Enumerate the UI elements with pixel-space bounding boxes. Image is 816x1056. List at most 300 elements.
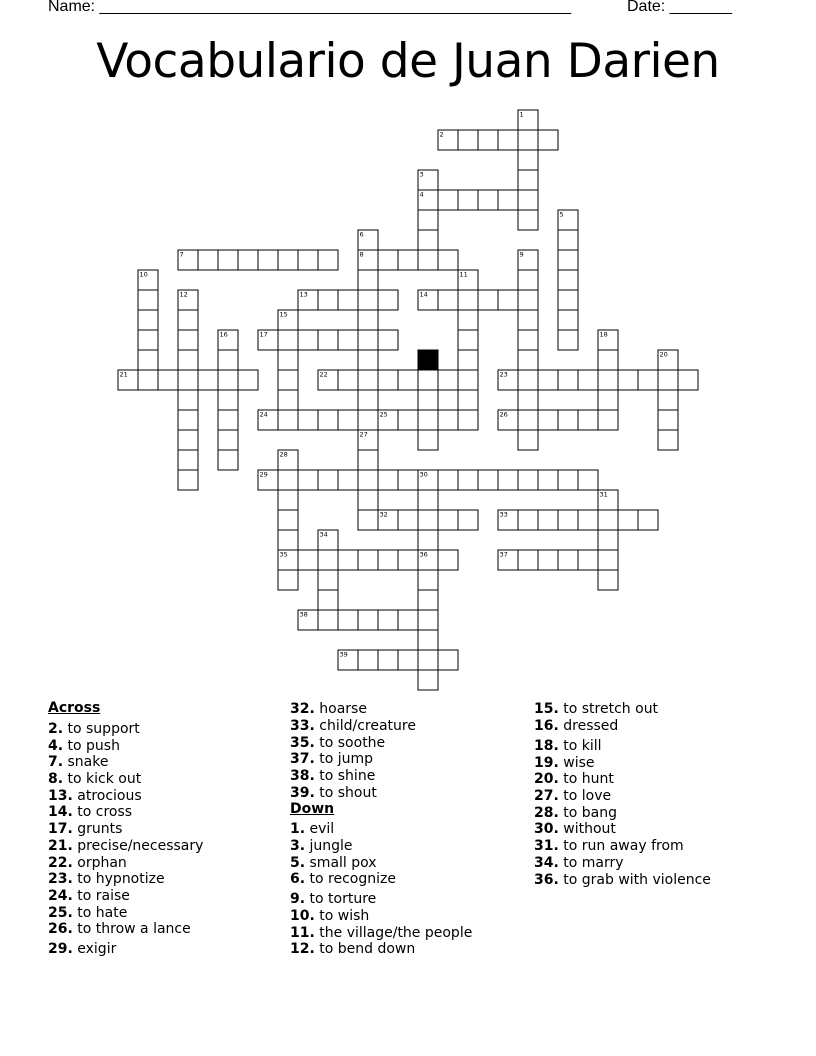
grid-cell[interactable] [558,310,578,330]
clue-number: 22 [319,370,328,379]
grid-cell[interactable] [278,350,298,370]
clue-number: 31 [599,490,608,499]
clue-item-text: jungle [305,838,353,854]
grid-cell[interactable] [318,250,338,270]
clue-item [290,941,415,958]
grid-cell[interactable] [398,410,418,430]
grid-cell[interactable] [498,290,518,310]
grid-cell[interactable] [218,390,238,410]
grid-cell[interactable] [518,170,538,190]
clue-number: 38 [299,610,308,619]
grid-cell[interactable] [358,650,378,670]
grid-cell[interactable] [138,370,158,390]
grid-cell[interactable] [278,530,298,550]
clue-item [48,871,165,888]
grid-cell[interactable] [558,470,578,490]
grid-cell[interactable] [558,370,578,390]
clue-item [534,872,711,889]
clue-item-number: 24. [48,888,73,904]
clue-item-number: 9. [290,891,306,907]
clue-item-number: 14. [48,804,73,820]
clue-item-text: to shout [314,785,377,801]
clue-number: 25 [379,410,388,419]
clue-number: 9 [519,250,524,259]
clue-item [534,771,614,788]
clue-item [290,908,369,925]
grid-cell[interactable] [358,310,378,330]
grid-cell[interactable] [458,290,478,310]
clue-number: 6 [359,230,364,239]
grid-cell[interactable] [438,510,458,530]
clue-item-text: without [558,821,616,837]
grid-cell[interactable] [318,550,338,570]
grid-cell[interactable] [138,330,158,350]
clue-number: 23 [499,370,508,379]
clue-item [48,804,132,821]
grid-cell[interactable] [358,510,378,530]
grid-cell[interactable] [298,410,318,430]
grid-cell[interactable] [598,550,618,570]
clue-item [290,925,472,942]
grid-cell[interactable] [438,550,458,570]
grid-cell[interactable] [358,550,378,570]
grid-cell[interactable] [518,550,538,570]
grid-cell[interactable] [458,410,478,430]
clue-item-number: 6. [290,871,306,887]
grid-cell[interactable] [398,510,418,530]
grid-cell[interactable] [418,650,438,670]
grid-cell[interactable] [378,370,398,390]
grid-cell[interactable] [218,410,238,430]
grid-cell[interactable] [498,470,518,490]
grid-cell[interactable] [558,290,578,310]
grid-cell[interactable] [638,370,658,390]
grid-cell[interactable] [358,270,378,290]
grid-cell[interactable] [138,350,158,370]
grid-cell[interactable] [518,430,538,450]
clue-item-text: to kill [558,738,602,754]
clue-item [534,738,602,755]
clue-item-text: to run away from [558,838,684,854]
grid-cell[interactable] [578,370,598,390]
grid-cell[interactable] [418,370,438,390]
grid-cell[interactable] [358,330,378,350]
grid-cell[interactable] [338,610,358,630]
clue-item [534,821,616,838]
clue-item-text: exigir [72,941,117,957]
grid-cell[interactable] [358,450,378,470]
grid-cell[interactable] [238,370,258,390]
grid-cell[interactable] [438,250,458,270]
grid-cell[interactable] [378,250,398,270]
clue-item-number: 30. [534,821,559,837]
clue-item-text: to jump [314,751,374,767]
grid-cell[interactable] [358,490,378,510]
grid-cell[interactable] [178,450,198,470]
grid-cell[interactable] [278,330,298,350]
clue-item-text: the village/the people [314,925,473,941]
grid-cell[interactable] [418,630,438,650]
clue-number: 17 [259,330,268,339]
grid-cell[interactable] [618,370,638,390]
clue-item-number: 17. [48,821,73,837]
grid-cell[interactable] [198,250,218,270]
grid-cell[interactable] [178,470,198,490]
clue-item [534,838,684,855]
clue-item [48,754,108,771]
grid-cell[interactable] [558,270,578,290]
grid-cell[interactable] [418,210,438,230]
clue-number: 14 [419,290,428,299]
grid-cell[interactable] [418,390,438,410]
grid-cell[interactable] [458,350,478,370]
clue-item [48,905,127,922]
grid-cell[interactable] [278,250,298,270]
grid-cell[interactable] [538,510,558,530]
clue-item-text: to hunt [558,771,614,787]
grid-cell[interactable] [538,470,558,490]
clue-item-text: evil [305,821,335,837]
grid-cell[interactable] [338,550,358,570]
grid-cell[interactable] [418,530,438,550]
grid-cell[interactable] [258,250,278,270]
grid-cell[interactable] [318,410,338,430]
clue-item [48,888,130,905]
clue-item [48,921,191,938]
grid-cell[interactable] [558,230,578,250]
grid-cell[interactable] [518,410,538,430]
clue-item [290,768,375,785]
grid-cell[interactable] [478,470,498,490]
clue-number: 30 [419,470,428,479]
clue-item-number: 34. [534,855,559,871]
page-title: Vocabulario de Juan Darien [96,34,720,89]
grid-cell[interactable] [418,230,438,250]
clue-item-text: child/creature [314,718,416,734]
grid-cell[interactable] [498,130,518,150]
grid-cell[interactable] [438,650,458,670]
clue-item [290,751,373,768]
grid-cell[interactable] [638,510,658,530]
grid-cell[interactable] [278,510,298,530]
grid-cell[interactable] [358,470,378,490]
grid-cell[interactable] [578,470,598,490]
grid-cell[interactable] [458,310,478,330]
grid-cell[interactable] [578,410,598,430]
grid-cell[interactable] [518,130,538,150]
clue-item [290,718,416,735]
grid-cell[interactable] [278,390,298,410]
grid-cell[interactable] [458,510,478,530]
grid-cell[interactable] [538,550,558,570]
grid-cell[interactable] [418,410,438,430]
grid-cell[interactable] [318,470,338,490]
grid-cell[interactable] [218,430,238,450]
clue-item [290,785,377,802]
grid-cell[interactable] [598,510,618,530]
clue-item-text: to love [558,788,612,804]
clue-item-text: to hate [72,905,128,921]
clue-number: 10 [139,270,148,279]
grid-cell[interactable] [338,330,358,350]
grid-cell[interactable] [518,210,538,230]
grid-cell[interactable] [518,290,538,310]
grid-cell[interactable] [598,390,618,410]
grid-cell[interactable] [318,290,338,310]
clue-item [290,735,385,752]
grid-cell[interactable] [678,370,698,390]
clue-item-text: to stretch out [558,701,659,717]
grid-cell[interactable] [478,130,498,150]
grid-cell[interactable] [398,550,418,570]
clue-item-number: 15. [534,701,559,717]
grid-cell[interactable] [198,370,218,390]
grid-cell[interactable] [278,470,298,490]
grid-cell[interactable] [398,370,418,390]
grid-cell[interactable] [458,370,478,390]
grid-cell[interactable] [398,470,418,490]
clue-number: 39 [339,650,348,659]
grid-cell[interactable] [578,550,598,570]
clue-item-text: to shine [314,768,376,784]
grid-cell[interactable] [358,350,378,370]
clue-item [534,718,618,735]
grid-cell[interactable] [418,610,438,630]
grid-cell[interactable] [598,370,618,390]
grid-cell[interactable] [178,370,198,390]
grid-cell[interactable] [598,410,618,430]
grid-cell[interactable] [358,370,378,390]
grid-cell[interactable] [338,290,358,310]
grid-cell[interactable] [298,250,318,270]
clue-item [534,855,624,872]
grid-cell[interactable] [278,410,298,430]
grid-cell[interactable] [458,130,478,150]
grid-cell[interactable] [358,390,378,410]
grid-cell[interactable] [418,430,438,450]
clue-number: 26 [499,410,508,419]
clue-item-number: 20. [534,771,559,787]
clue-item-number: 33. [290,718,315,734]
grid-cell[interactable] [458,190,478,210]
grid-cell[interactable] [558,250,578,270]
grid-cell[interactable] [378,290,398,310]
grid-cell[interactable] [338,470,358,490]
grid-cell[interactable] [398,650,418,670]
grid-cell[interactable] [178,330,198,350]
grid-cell[interactable] [318,610,338,630]
grid-cell[interactable] [558,550,578,570]
clue-number: 36 [419,550,428,559]
grid-cell[interactable] [378,330,398,350]
clue-item-number: 10. [290,908,315,924]
grid-cell[interactable] [238,250,258,270]
grid-cell[interactable] [518,470,538,490]
clue-number: 29 [259,470,268,479]
clue-item-text: small pox [305,855,377,871]
grid-cell[interactable] [298,330,318,350]
grid-cell[interactable] [538,410,558,430]
clue-item-number: 36. [534,872,559,888]
grid-cell[interactable] [278,370,298,390]
clue-item-text: atrocious [72,788,142,804]
grid-cell[interactable] [138,290,158,310]
grid-cell[interactable] [378,610,398,630]
grid-cell[interactable] [378,650,398,670]
grid-cell[interactable] [418,570,438,590]
grid-cell[interactable] [518,190,538,210]
grid-cell[interactable] [438,410,458,430]
grid-cell[interactable] [138,310,158,330]
clue-item-number: 27. [534,788,559,804]
grid-cell[interactable] [658,410,678,430]
grid-cell[interactable] [178,390,198,410]
clue-number: 18 [599,330,608,339]
clue-item [290,821,334,838]
grid-cell[interactable] [578,510,598,530]
grid-cell[interactable] [158,370,178,390]
grid-cell[interactable] [518,150,538,170]
grid-cell[interactable] [178,410,198,430]
clue-number: 11 [459,270,468,279]
clue-item-number: 31. [534,838,559,854]
clue-item-text: snake [63,754,109,770]
clue-item [48,821,122,838]
clue-number: 35 [279,550,288,559]
clue-item [48,941,116,958]
grid-cell[interactable] [218,370,238,390]
clue-number: 1 [519,110,524,119]
clue-item-number: 26. [48,921,73,937]
grid-cell[interactable] [358,610,378,630]
clue-number: 4 [419,190,424,199]
clue-item-text: to raise [72,888,130,904]
clue-number: 16 [219,330,228,339]
grid-cell[interactable] [218,250,238,270]
grid-cell[interactable] [338,410,358,430]
clue-item-number: 19. [534,755,559,771]
grid-cell[interactable] [478,290,498,310]
clue-item-text: precise/necessary [72,838,204,854]
clue-number: 20 [659,350,668,359]
clue-item-number: 12. [290,941,315,957]
grid-cell[interactable] [418,250,438,270]
grid-cell[interactable] [458,390,478,410]
clue-item-number: 37. [290,751,315,767]
grid-cell[interactable] [218,350,238,370]
grid-cell[interactable] [278,490,298,510]
clue-item-number: 18. [534,738,559,754]
grid-cell[interactable] [598,570,618,590]
grid-cell[interactable] [298,550,318,570]
clue-item [48,838,203,855]
clue-item-text: to soothe [314,735,386,751]
grid-cell[interactable] [438,470,458,490]
clue-item [290,871,396,888]
clue-item-text: to push [63,738,120,754]
grid-cell[interactable] [178,430,198,450]
grid-cell[interactable] [318,330,338,350]
clue-item [534,805,617,822]
clue-item-number: 4. [48,738,64,754]
grid-cell[interactable] [318,590,338,610]
clue-item-text: to hypnotize [72,871,165,887]
clue-item-number: 38. [290,768,315,784]
grid-cell[interactable] [178,350,198,370]
clue-item-number: 1. [290,821,306,837]
grid-cell[interactable] [378,550,398,570]
clue-item-text: to torture [305,891,377,907]
grid-cell[interactable] [658,370,678,390]
clue-item [48,788,142,805]
grid-cell[interactable] [438,190,458,210]
clue-item [534,701,658,718]
clue-number: 7 [179,250,184,259]
across-heading: Across [48,700,101,716]
grid-cell[interactable] [598,350,618,370]
grid-cell[interactable] [478,190,498,210]
grid-cell[interactable] [378,470,398,490]
grid-cell[interactable] [418,590,438,610]
grid-cell[interactable] [518,350,538,370]
grid-cell[interactable] [458,330,478,350]
clue-item [48,855,127,872]
grid-cell[interactable] [398,610,418,630]
grid-cell[interactable] [558,510,578,530]
grid-cell[interactable] [458,470,478,490]
grid-cell[interactable] [218,450,238,470]
grid-cell[interactable] [598,530,618,550]
grid-cell[interactable] [518,330,538,350]
grid-cell[interactable] [558,410,578,430]
clue-item-text: dressed [558,718,619,734]
grid-cell[interactable] [438,290,458,310]
grid-cell[interactable] [518,510,538,530]
grid-cell[interactable] [558,330,578,350]
grid-cell[interactable] [338,370,358,390]
grid-cell[interactable] [658,430,678,450]
grid-cell[interactable] [658,390,678,410]
grid-cell[interactable] [438,370,458,390]
grid-cell[interactable] [538,370,558,390]
clue-item-number: 5. [290,855,306,871]
clue-item-text: to marry [558,855,624,871]
clue-item-number: 7. [48,754,64,770]
clue-item-text: to recognize [305,871,396,887]
clue-item-number: 8. [48,771,64,787]
grid-cell[interactable] [358,290,378,310]
grid-cell[interactable] [518,390,538,410]
grid-cell[interactable] [418,670,438,690]
clue-item-number: 13. [48,788,73,804]
grid-cell[interactable] [178,310,198,330]
grid-cell[interactable] [318,570,338,590]
grid-cell[interactable] [418,510,438,530]
clue-item-text: to grab with violence [558,872,711,888]
clue-item [290,855,377,872]
grid-cell[interactable] [418,490,438,510]
grid-cell[interactable] [298,470,318,490]
grid-cell[interactable] [518,310,538,330]
grid-cell[interactable] [398,250,418,270]
grid-cell[interactable] [618,510,638,530]
grid-cell[interactable] [278,570,298,590]
grid-cell[interactable] [518,270,538,290]
grid-cell[interactable] [498,190,518,210]
grid-cell[interactable] [538,130,558,150]
grid-cell[interactable] [518,370,538,390]
clue-item [48,738,120,755]
